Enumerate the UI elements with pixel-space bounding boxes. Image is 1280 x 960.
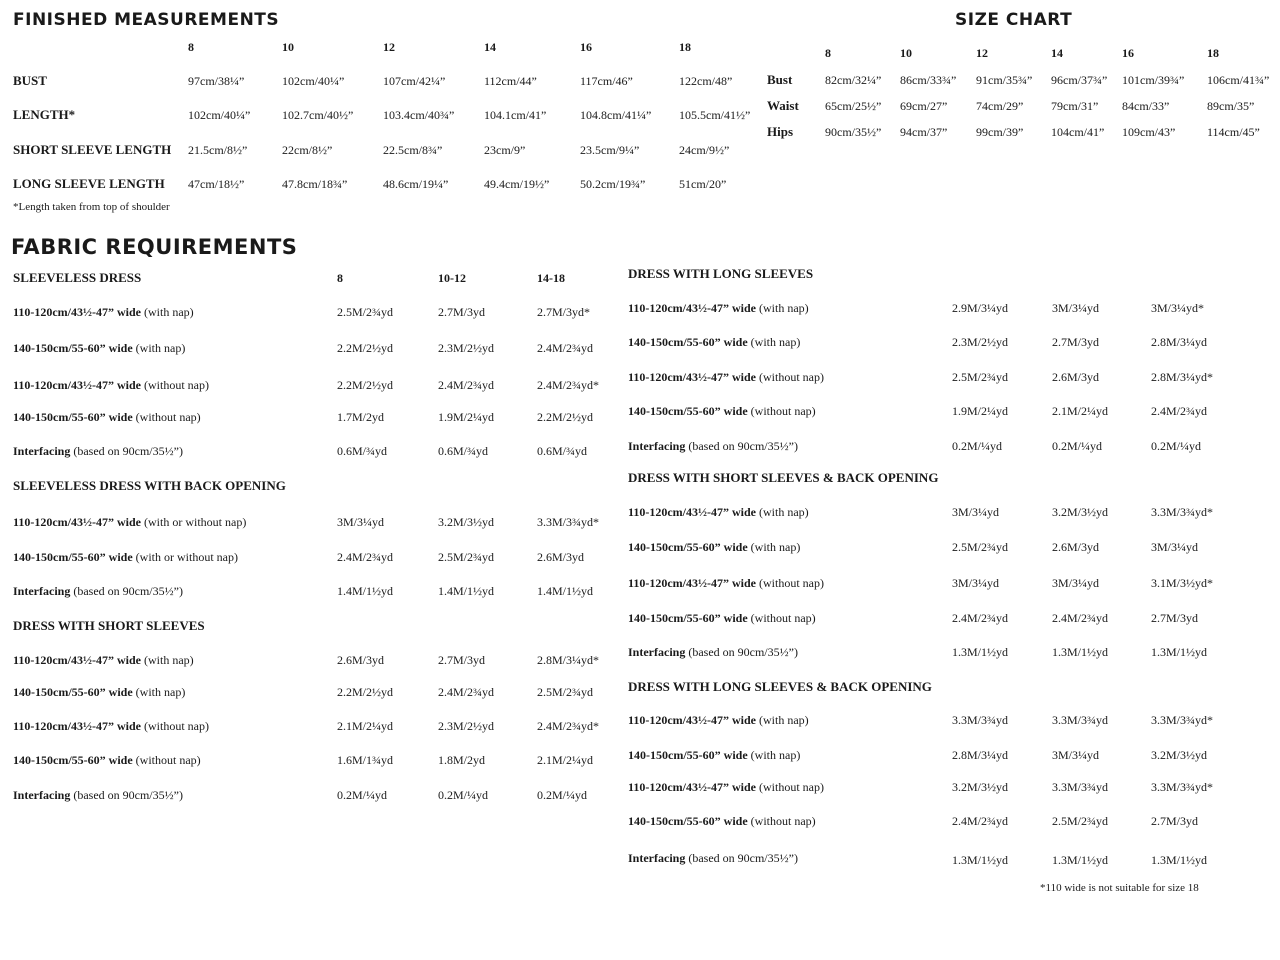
sc-row-label: Hips <box>767 124 794 139</box>
fabric-row-label: 140-150cm/55-60” wide (without nap) <box>628 404 816 418</box>
fm-cell: 104.8cm/41¼” <box>580 108 652 122</box>
fm-cell: 117cm/46” <box>580 74 633 88</box>
fabric-cell: 0.2M/¼yd <box>1151 439 1202 453</box>
fm-cell: 51cm/20” <box>679 177 727 191</box>
fabric-cell: 2.7M/3yd <box>1151 611 1199 625</box>
sc-cell: 86cm/33¾” <box>900 73 957 87</box>
fabric-cell: 2.4M/2¾yd <box>537 341 594 355</box>
fabric-cell: 3.3M/3¾yd* <box>1151 505 1214 519</box>
sc-size-col: 16 <box>1122 46 1134 60</box>
fabric-cell: 0.6M/¾yd <box>438 444 489 458</box>
fabric-cell: 0.2M/¼yd <box>337 788 388 802</box>
sc-cell: 79cm/31” <box>1051 99 1099 113</box>
fabric-row-label: 110-120cm/43½-47” wide (without nap) <box>13 378 209 392</box>
fm-size-col: 18 <box>679 40 691 54</box>
fm-cell: 103.4cm/40¾” <box>383 108 455 122</box>
fabric-cell: 1.3M/1½yd <box>1052 645 1109 659</box>
fabric-cell: 2.7M/3yd* <box>537 305 591 319</box>
sc-cell: 109cm/43” <box>1122 125 1176 139</box>
fabric-cell: 3.2M/3½yd <box>952 780 1009 794</box>
fm-cell: 21.5cm/8½” <box>188 143 248 157</box>
fm-row-label: SHORT SLEEVE LENGTH <box>13 142 172 157</box>
sc-cell: 99cm/39” <box>976 125 1024 139</box>
fm-cell: 97cm/38¼” <box>188 74 245 88</box>
fm-size-col: 12 <box>383 40 395 54</box>
fabric-row-label: 110-120cm/43½-47” wide (without nap) <box>628 370 824 384</box>
fabric-cell: 2.4M/2¾yd <box>438 378 495 392</box>
sc-cell: 91cm/35¾” <box>976 73 1033 87</box>
fabric-cell: 2.6M/3yd <box>337 653 385 667</box>
fm-cell: 48.6cm/19¼” <box>383 177 449 191</box>
fabric-cell: 2.2M/2½yd <box>337 378 394 392</box>
fabric-row-label: 110-120cm/43½-47” wide (without nap) <box>628 780 824 794</box>
fabric-cell: 2.6M/3yd <box>1052 370 1100 384</box>
fm-cell: 102cm/40¼” <box>282 74 345 88</box>
fabric-cell: 3.3M/3¾yd* <box>1151 713 1214 727</box>
fabric-row-label: Interfacing (based on 90cm/35½”) <box>13 444 183 458</box>
fabric-cell: 3.3M/3¾yd <box>1052 713 1109 727</box>
fabric-cell: 2.9M/3¼yd <box>952 301 1009 315</box>
fabric-cell: 3.2M/3½yd <box>1151 748 1208 762</box>
sc-cell: 84cm/33” <box>1122 99 1170 113</box>
fabric-row-label: 140-150cm/55-60” wide (with or without nap) <box>13 550 238 564</box>
fm-cell: 24cm/9½” <box>679 143 730 157</box>
sc-cell: 101cm/39¾” <box>1122 73 1185 87</box>
sc-cell: 74cm/29” <box>976 99 1024 113</box>
fabric-row-label: Interfacing (based on 90cm/35½”) <box>628 439 798 453</box>
fabric-cell: 3M/3¼yd <box>1151 540 1199 554</box>
fabric-col-head: 14-18 <box>537 271 565 285</box>
fabric-cell: 3M/3¼yd <box>952 505 1000 519</box>
sc-cell: 94cm/37” <box>900 125 948 139</box>
section-title-short-sleeves: DRESS WITH SHORT SLEEVES <box>13 618 205 633</box>
fabric-cell: 3M/3¼yd <box>337 515 385 529</box>
fm-size-col: 8 <box>188 40 194 54</box>
fabric-row-label: 140-150cm/55-60” wide (without nap) <box>628 611 816 625</box>
fabric-cell: 2.5M/2¾yd <box>1052 814 1109 828</box>
fabric-cell: 2.3M/2½yd <box>952 335 1009 349</box>
fabric-cell: 2.2M/2½yd <box>537 410 594 424</box>
finished-measurements-title: FINISHED MEASUREMENTS <box>13 10 280 30</box>
fabric-cell: 2.5M/2¾yd <box>438 550 495 564</box>
section-title-sleeveless-back-opening: SLEEVELESS DRESS WITH BACK OPENING <box>13 478 286 493</box>
fabric-cell: 2.8M/3¼yd <box>1151 335 1208 349</box>
sc-size-col: 8 <box>825 46 831 60</box>
fm-row-label: BUST <box>13 73 47 88</box>
fm-cell: 112cm/44” <box>484 74 537 88</box>
sc-cell: 106cm/41¾” <box>1207 73 1270 87</box>
fabric-cell: 0.2M/¼yd <box>1052 439 1103 453</box>
sc-row-label: Waist <box>767 98 799 113</box>
sc-cell: 82cm/32¼” <box>825 73 882 87</box>
fabric-row-label: 140-150cm/55-60” wide (with nap) <box>628 335 801 349</box>
fm-cell: 122cm/48” <box>679 74 733 88</box>
fabric-cell: 3M/3¼yd <box>1052 576 1100 590</box>
fabric-cell: 3M/3¼yd <box>1052 748 1100 762</box>
fabric-cell: 2.4M/2¾yd <box>952 814 1009 828</box>
fabric-cell: 1.7M/2yd <box>337 410 385 424</box>
fabric-cell: 1.3M/1½yd <box>1151 645 1208 659</box>
fabric-cell: 3M/3¼yd* <box>1151 301 1205 315</box>
sc-cell: 104cm/41” <box>1051 125 1105 139</box>
fabric-col-head: 10-12 <box>438 271 466 285</box>
fabric-row-label: Interfacing (based on 90cm/35½”) <box>628 851 798 865</box>
fabric-cell: 2.7M/3yd <box>438 305 486 319</box>
fabric-cell: 2.5M/2¾yd <box>952 370 1009 384</box>
fabric-col-head: 8 <box>337 271 343 285</box>
fabric-cell: 2.8M/3¼yd <box>952 748 1009 762</box>
fabric-cell: 2.6M/3yd <box>1052 540 1100 554</box>
fabric-cell: 0.2M/¼yd <box>952 439 1003 453</box>
fm-footnote: *Length taken from top of shoulder <box>13 201 170 213</box>
section-title-long-sleeves-back-opening: DRESS WITH LONG SLEEVES & BACK OPENING <box>628 679 932 694</box>
fabric-row-label: 140-150cm/55-60” wide (with nap) <box>13 341 186 355</box>
sc-cell: 65cm/25½” <box>825 99 882 113</box>
fm-cell: 22.5cm/8¾” <box>383 143 443 157</box>
sc-size-col: 18 <box>1207 46 1219 60</box>
fabric-cell: 2.8M/3¼yd* <box>537 653 600 667</box>
fabric-cell: 2.4M/2¾yd <box>1151 404 1208 418</box>
fabric-cell: 1.3M/1½yd <box>1151 853 1208 867</box>
section-title-sleeveless-dress: SLEEVELESS DRESS <box>13 270 142 285</box>
fm-cell: 102.7cm/40½” <box>282 108 354 122</box>
fabric-cell: 1.9M/2¼yd <box>952 404 1009 418</box>
fm-cell: 49.4cm/19½” <box>484 177 550 191</box>
fabric-row-label: 110-120cm/43½-47” wide (with or without nap) <box>13 515 247 529</box>
section-title-short-sleeves-back-opening: DRESS WITH SHORT SLEEVES & BACK OPENING <box>628 470 939 485</box>
fm-size-col: 10 <box>282 40 294 54</box>
sc-cell: 114cm/45” <box>1207 125 1260 139</box>
size-chart-title: SIZE CHART <box>955 10 1073 30</box>
fabric-row-label: 140-150cm/55-60” wide (with nap) <box>628 540 801 554</box>
fm-cell: 47.8cm/18¾” <box>282 177 348 191</box>
fabric-row-label: 110-120cm/43½-47” wide (without nap) <box>13 719 209 733</box>
fm-row-label: LENGTH* <box>13 107 76 122</box>
fabric-cell: 2.1M/2¼yd <box>337 719 394 733</box>
fabric-cell: 0.6M/¾yd <box>537 444 588 458</box>
sc-row-label: Bust <box>767 72 793 87</box>
fabric-cell: 2.4M/2¾yd* <box>537 378 600 392</box>
fabric-requirements-title: FABRIC REQUIREMENTS <box>11 235 298 259</box>
fabric-row-label: 110-120cm/43½-47” wide (without nap) <box>628 576 824 590</box>
fabric-cell: 2.4M/2¾yd <box>1052 611 1109 625</box>
fabric-cell: 3.2M/3½yd <box>438 515 495 529</box>
fabric-cell: 2.7M/3yd <box>438 653 486 667</box>
fm-cell: 50.2cm/19¾” <box>580 177 646 191</box>
fabric-cell: 2.3M/2½yd <box>438 341 495 355</box>
fabric-cell: 2.4M/2¾yd <box>337 550 394 564</box>
fabric-row-label: 110-120cm/43½-47” wide (with nap) <box>13 305 194 319</box>
fm-cell: 102cm/40¼” <box>188 108 251 122</box>
sc-size-col: 12 <box>976 46 988 60</box>
fabric-cell: 3.3M/3¾yd* <box>1151 780 1214 794</box>
fabric-cell: 2.2M/2½yd <box>337 341 394 355</box>
sc-cell: 96cm/37¾” <box>1051 73 1108 87</box>
fabric-cell: 0.6M/¾yd <box>337 444 388 458</box>
fabric-row-label: 110-120cm/43½-47” wide (with nap) <box>628 301 809 315</box>
fm-row-label: LONG SLEEVE LENGTH <box>13 176 165 191</box>
sc-size-col: 10 <box>900 46 912 60</box>
fabric-cell: 3M/3¼yd <box>952 576 1000 590</box>
fm-cell: 23cm/9” <box>484 143 526 157</box>
fabric-row-label: Interfacing (based on 90cm/35½”) <box>13 788 183 802</box>
fabric-cell: 1.3M/1½yd <box>1052 853 1109 867</box>
fabric-cell: 1.4M/1½yd <box>438 584 495 598</box>
fabric-cell: 0.2M/¼yd <box>537 788 588 802</box>
fabric-cell: 1.3M/1½yd <box>952 853 1009 867</box>
section-title-long-sleeves: DRESS WITH LONG SLEEVES <box>628 266 814 281</box>
fm-cell: 22cm/8½” <box>282 143 333 157</box>
fabric-cell: 3.3M/3¾yd* <box>537 515 600 529</box>
fabric-cell: 2.4M/2¾yd <box>952 611 1009 625</box>
sc-cell: 90cm/35½” <box>825 125 882 139</box>
fm-cell: 47cm/18½” <box>188 177 245 191</box>
sc-cell: 89cm/35” <box>1207 99 1255 113</box>
fabric-cell: 3.3M/3¾yd <box>952 713 1009 727</box>
fabric-cell: 2.7M/3yd <box>1151 814 1199 828</box>
fabric-cell: 1.6M/1¾yd <box>337 753 394 767</box>
fabric-row-label: 140-150cm/55-60” wide (without nap) <box>13 410 201 424</box>
fabric-cell: 3.2M/3½yd <box>1052 505 1109 519</box>
sc-size-col: 14 <box>1051 46 1063 60</box>
fabric-cell: 2.4M/2¾yd* <box>537 719 600 733</box>
fabric-cell: 2.1M/2¼yd <box>537 753 594 767</box>
fabric-cell: 2.6M/3yd <box>537 550 585 564</box>
fabric-row-label: 110-120cm/43½-47” wide (with nap) <box>628 505 809 519</box>
fabric-row-label: 140-150cm/55-60” wide (with nap) <box>13 685 186 699</box>
fabric-cell: 2.5M/2¾yd <box>337 305 394 319</box>
fabric-row-label: 140-150cm/55-60” wide (without nap) <box>628 814 816 828</box>
fabric-cell: 1.4M/1½yd <box>337 584 394 598</box>
fabric-row-label: Interfacing (based on 90cm/35½”) <box>13 584 183 598</box>
fm-size-col: 16 <box>580 40 592 54</box>
fabric-cell: 1.9M/2¼yd <box>438 410 495 424</box>
fabric-cell: 1.4M/1½yd <box>537 584 594 598</box>
fabric-row-label: 140-150cm/55-60” wide (with nap) <box>628 748 801 762</box>
fabric-cell: 2.5M/2¾yd <box>952 540 1009 554</box>
fabric-cell: 3.3M/3¾yd <box>1052 780 1109 794</box>
sc-cell: 69cm/27” <box>900 99 948 113</box>
fabric-cell: 3M/3¼yd <box>1052 301 1100 315</box>
fabric-cell: 2.5M/2¾yd <box>537 685 594 699</box>
fabric-cell: 2.4M/2¾yd <box>438 685 495 699</box>
fabric-row-label: 110-120cm/43½-47” wide (with nap) <box>13 653 194 667</box>
fabric-cell: 2.1M/2¼yd <box>1052 404 1109 418</box>
fabric-cell: 3.1M/3½yd* <box>1151 576 1214 590</box>
fabric-row-label: Interfacing (based on 90cm/35½”) <box>628 645 798 659</box>
fabric-cell: 2.7M/3yd <box>1052 335 1100 349</box>
fabric-cell: 0.2M/¼yd <box>438 788 489 802</box>
fabric-row-label: 110-120cm/43½-47” wide (with nap) <box>628 713 809 727</box>
fm-size-col: 14 <box>484 40 496 54</box>
fm-cell: 105.5cm/41½” <box>679 108 751 122</box>
fm-cell: 107cm/42¼” <box>383 74 446 88</box>
fabric-row-label: 140-150cm/55-60” wide (without nap) <box>13 753 201 767</box>
fm-cell: 104.1cm/41” <box>484 108 547 122</box>
fabric-cell: 2.2M/2½yd <box>337 685 394 699</box>
fabric-cell: 1.3M/1½yd <box>952 645 1009 659</box>
fabric-cell: 2.3M/2½yd <box>438 719 495 733</box>
fabric-cell: 2.8M/3¼yd* <box>1151 370 1214 384</box>
fm-cell: 23.5cm/9¼” <box>580 143 640 157</box>
fabric-footnote: *110 wide is not suitable for size 18 <box>1040 882 1199 894</box>
fabric-cell: 1.8M/2yd <box>438 753 486 767</box>
